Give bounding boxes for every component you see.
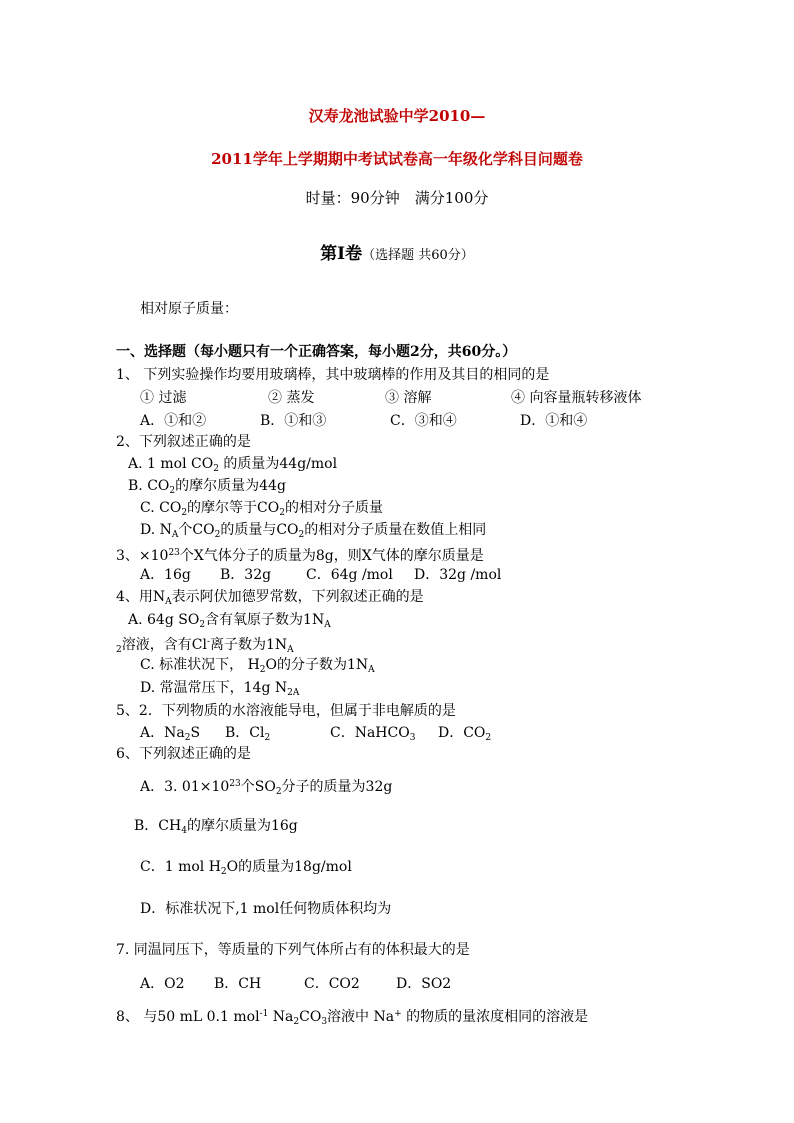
q4-c-pre: C. 标准状况下， H xyxy=(140,657,260,673)
q6-option-b xyxy=(134,817,298,840)
q5-d-text: D．CO xyxy=(438,725,486,741)
q6-a-post: 分子的质量为32g xyxy=(281,779,393,795)
atomic-mass-label: 相对原子质量： xyxy=(140,301,238,317)
q8-post: 的物质的量浓度相同的溶液是 xyxy=(401,1009,589,1025)
q6-b-sub: 4 xyxy=(181,826,187,836)
q2-c-post: 的相对分子质量 xyxy=(284,500,383,516)
q2-b-post: 的摩尔质量为44g xyxy=(175,478,286,494)
q8-sub2: 3 xyxy=(321,1017,328,1027)
q3-stem-post: 个X气体分子的质量为8g，则X气体的摩尔质量是 xyxy=(179,548,484,564)
q8-mid3: 溶液中 Na xyxy=(327,1009,395,1025)
q5-choice-b xyxy=(225,724,330,747)
q1-stem: 1、 下列实验操作均要用玻璃棒，其中玻璃棒的作用及其目的相同的是 xyxy=(116,367,550,383)
q4-b-mid2: 离子数为1N xyxy=(209,637,288,653)
exam-time-score: 时量：90分钟 满分100分 xyxy=(305,189,489,207)
exam-title-line-1: 汉寿龙池试验中学2010— xyxy=(308,107,486,125)
q6-option-d: D．标准状况下,1 mol任何物质体积均为 xyxy=(140,901,392,917)
q4-b-pre: 2 xyxy=(116,645,122,655)
q8-sup2: + xyxy=(394,1009,402,1019)
q1-items xyxy=(140,389,641,407)
part-heading xyxy=(0,245,794,265)
q7-choice-d: D．SO2 xyxy=(396,976,452,992)
q3-stem xyxy=(116,544,484,565)
q1-choice-d: D．①和④ xyxy=(520,413,588,429)
q5-d-sub: 2 xyxy=(485,733,492,743)
q2-b-sub: 2 xyxy=(169,486,176,496)
q1-choice-a: A．①和② xyxy=(140,413,207,429)
q6-a-mid: 个SO xyxy=(240,779,276,795)
q4-stem-sub: A xyxy=(165,597,172,607)
q6-c-post: O的质量为18g/mol xyxy=(226,859,352,875)
q2-d-subA: A xyxy=(171,530,179,540)
q5-stem: 5、2．下列物质的水溶液能导电，但属于非电解质的是 xyxy=(116,703,456,719)
q4-a-pre: A. 64g SO xyxy=(128,612,200,628)
q1-item-1: ① 过滤 xyxy=(140,390,187,406)
q2-option-b xyxy=(128,477,286,500)
q6-option-c xyxy=(140,858,352,881)
q4-c-sub2: A xyxy=(368,665,375,675)
q2-option-c xyxy=(140,499,383,522)
q2-a-sub: 2 xyxy=(213,464,219,474)
part-note: （选择题 共60分） xyxy=(362,248,474,263)
q2-c-mid: 的摩尔等于CO xyxy=(187,500,280,516)
q8-mid2: CO xyxy=(299,1009,322,1025)
q7-choices xyxy=(140,975,451,993)
q4-stem-post: 表示阿伏加德罗常数，下列叙述正确的是 xyxy=(171,589,424,605)
q2-d-sub1: 2 xyxy=(214,530,221,540)
q1-item-2: ② 蒸发 xyxy=(268,390,315,406)
part-title: 第Ⅰ卷 xyxy=(320,244,363,264)
q4-c-mid: O的分子数为1N xyxy=(265,657,369,673)
q2-b-text: B. CO xyxy=(128,478,170,494)
q5-choice-c xyxy=(330,724,438,747)
q3-choice-d: D．32g /mol xyxy=(414,567,502,583)
q5-choice-d xyxy=(438,724,491,747)
q5-choices xyxy=(140,724,491,747)
q2-d-mid2: 的质量与CO xyxy=(220,522,299,538)
q1-choices xyxy=(140,412,587,430)
q1-choice-c: C．③和④ xyxy=(390,413,457,429)
q2-c-text: C. CO xyxy=(140,500,182,516)
q4-b-mid: 溶液，含有Cl xyxy=(121,637,207,653)
q3-choice-b: B．32g xyxy=(220,567,272,583)
q4-a-mid: 含有氧原子数为1N xyxy=(205,612,325,628)
q6-option-a xyxy=(140,775,392,801)
q6-c-sub: 2 xyxy=(220,867,227,877)
q4-c-sub: 2 xyxy=(259,665,266,675)
q6-b-pre: B．CH xyxy=(134,818,182,834)
q8-pre: 8、 与50 mL 0.1 mol xyxy=(116,1009,260,1025)
q6-stem: 6、下列叙述正确的是 xyxy=(116,746,251,762)
q6-a-pre: A．3. 01×10 xyxy=(140,779,230,795)
q4-b-sub: A xyxy=(287,645,294,655)
q4-d-pre: D. 常温常压下，14g N xyxy=(140,680,288,696)
q8-stem xyxy=(116,1005,588,1031)
q2-d-text: D. N xyxy=(140,522,172,538)
q2-d-mid: 个CO xyxy=(178,522,215,538)
q5-a-sub: 2 xyxy=(184,733,191,743)
q4-option-d xyxy=(140,679,299,702)
q4-a-sub: 2 xyxy=(199,620,206,630)
q3-stem-pre: 3、×10 xyxy=(116,548,169,564)
q6-b-post: 的摩尔质量为16g xyxy=(186,818,298,834)
q8-sup1: -1 xyxy=(259,1009,269,1019)
section-heading: 一、选择题（每小题只有一个正确答案，每小题2分，共60分。） xyxy=(116,344,517,360)
q4-stem xyxy=(116,588,424,611)
q1-item-4: ④ 向容量瓶转移液体 xyxy=(511,390,642,406)
q2-d-sub2: 2 xyxy=(298,530,305,540)
q2-c-sub2: 2 xyxy=(279,508,285,518)
q1-item-3: ③ 溶解 xyxy=(385,390,432,406)
q4-b-sup: - xyxy=(206,637,210,647)
q4-a-sub2: A xyxy=(324,620,331,630)
q2-a-text: A. 1 mol CO xyxy=(128,456,214,472)
q4-option-a xyxy=(128,611,331,634)
q7-choice-a: A．O2 xyxy=(140,976,185,992)
q1-choice-b: B．①和③ xyxy=(260,413,327,429)
q3-choices xyxy=(140,566,501,584)
q8-sub1: 2 xyxy=(293,1017,300,1027)
q3-stem-sup: 23 xyxy=(168,548,180,558)
q2-option-a xyxy=(128,455,337,478)
q8-mid: Na xyxy=(268,1009,294,1025)
q7-choice-c: C．CO2 xyxy=(304,976,360,992)
q5-a-post: S xyxy=(190,725,201,741)
q2-stem: 2、下列叙述正确的是 xyxy=(116,434,251,450)
exam-title-line-2: 2011学年上学期期中考试试卷高一年级化学科目问题卷 xyxy=(211,150,583,168)
q4-option-c xyxy=(140,656,375,679)
q6-c-pre: C．1 mol H xyxy=(140,859,221,875)
q2-option-d xyxy=(140,521,486,544)
q5-c-sub: 3 xyxy=(409,733,416,743)
q5-a-text: A．Na xyxy=(140,725,185,741)
q2-a-post: 的质量为44g/mol xyxy=(218,456,338,472)
q7-choice-b: B．CH xyxy=(214,976,262,992)
q3-choice-a: A．16g xyxy=(140,567,191,583)
q5-b-text: B．Cl xyxy=(225,725,265,741)
q4-d-sub: 2A xyxy=(287,688,300,698)
q5-choice-a xyxy=(140,724,225,747)
q4-stem-pre: 4、用N xyxy=(116,589,166,605)
q7-stem: 7. 同温同压下，等质量的下列气体所占有的体积最大的是 xyxy=(116,942,470,958)
q2-d-post: 的相对分子质量在数值上相同 xyxy=(304,522,487,538)
q3-choice-c: C．64g /mol xyxy=(306,567,393,583)
q6-a-sub: 2 xyxy=(275,787,282,797)
q5-c-text: C．NaHCO xyxy=(330,725,410,741)
q5-b-sub: 2 xyxy=(264,733,271,743)
q2-c-sub1: 2 xyxy=(181,508,188,518)
q6-a-sup: 23 xyxy=(229,779,241,789)
